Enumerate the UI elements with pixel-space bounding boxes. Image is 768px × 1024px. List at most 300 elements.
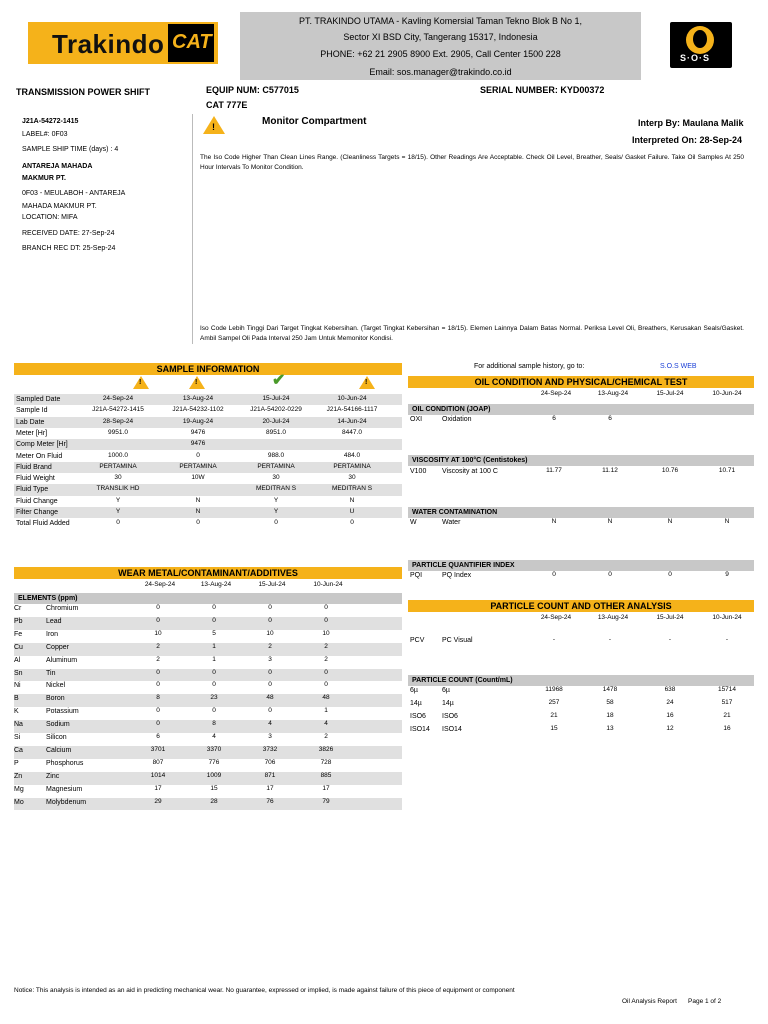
wear-row [14,798,402,811]
row-name: Sodium [46,721,70,729]
row-value: 638 [664,686,676,693]
sample-cell: 484.0 [343,451,361,459]
sample-cell: J21A-54166-1117 [326,406,378,414]
sample-row-label: Meter [Hr] [16,429,48,437]
row-code: Al [14,656,21,664]
row-code: Si [14,734,21,741]
particle-count-table [408,686,754,738]
row-code: 14µ [410,700,422,707]
date-header: 15-Jul-24 [656,390,684,397]
row-value: 0 [552,571,556,578]
wear-header [14,567,402,579]
row-value: 8 [156,694,160,702]
company-line-1: PT. TRAKINDO UTAMA - Kavling Komersial Taman Tekno Blok B No 1, [299,16,582,26]
sample-cell: TRANSLIK HD [96,485,140,493]
row-value: 11968 [545,686,563,693]
row-value: 517 [721,699,733,706]
brand-name: Trakindo [52,29,165,59]
row-value: 0 [268,707,272,715]
sample-row-label: Lab Date [16,418,45,426]
sample-cell: 9951.0 [108,428,128,436]
history-note: For additional sample history, go to: [474,363,585,370]
row-value: - [668,636,672,643]
wear-row [14,694,402,707]
row-code: PCV [410,637,425,644]
row-value: 3732 [262,745,278,753]
check-icon: ✔ [272,372,286,389]
wear-row [14,617,402,630]
company-line-2: Sector XI BSD City, Tangerang 15317, Indonesia [343,32,538,42]
sample-cell: J21A-54202-0229 [250,406,302,414]
wear-row [14,656,402,669]
received-date: RECEIVED DATE: 27-Sep-24 [22,230,115,237]
warning-mark: ! [139,379,142,386]
row-code: Cu [14,643,23,651]
sample-cell: Y [273,508,279,515]
oil-condition-header [408,376,754,388]
row-value: 4 [268,720,272,728]
row-value: 257 [548,699,560,706]
wear-row [14,669,402,682]
row-name: Tin [46,669,56,677]
wear-row [14,772,402,785]
date-header: 15-Jul-24 [656,614,684,621]
row-name: Boron [46,695,65,703]
row-value: 11.77 [546,467,562,474]
sos-logo-text: S·O·S [680,53,711,63]
sample-cell: PERTAMINA [333,462,371,470]
pc-visual-row [408,636,754,648]
date-header: 13-Aug-24 [597,614,629,621]
row-value: 76 [266,797,274,805]
row-name: ISO6 [442,713,458,720]
sample-row-label: Sample Id [16,407,48,415]
row-value: 0 [268,616,272,624]
row-value: 10 [266,629,274,637]
row-value: 0 [268,681,272,689]
sample-cell: 9476 [190,428,206,436]
particle-row [408,699,754,711]
row-value: 0 [268,668,272,676]
row-value: 21 [723,712,731,719]
row-value: - [725,636,729,643]
sample-row-label: Meter On Fluid [16,452,63,460]
row-value: 871 [264,771,276,779]
pqi-subtitle: PARTICLE QUANTIFIER INDEX [412,562,515,569]
wear-row [14,733,402,746]
footer-report: Oil Analysis Report [622,998,677,1005]
status-label: Monitor Compartment [262,116,367,127]
row-name: Phosphorus [46,759,84,767]
row-value: N [551,518,557,525]
sample-cell: U [349,508,355,515]
warning-mark: ! [195,379,198,386]
row-value: 807 [152,758,164,766]
row-value: N [667,518,673,525]
oxidation-row [408,415,754,427]
sample-cell: 13-Aug-24 [182,395,214,402]
warning-mark: ! [365,379,368,386]
sample-cell: 0 [196,451,200,459]
date-header: 13-Aug-24 [200,581,232,588]
row-name: Copper [46,643,69,651]
sample-cell: 30 [348,474,356,482]
particle-row [408,712,754,724]
row-name: ISO14 [442,726,462,733]
row-value: 6 [156,733,160,740]
row-value: 10 [322,629,330,637]
sample-cell: Y [115,496,121,504]
row-value: 17 [266,784,274,792]
sample-cell: N [195,508,201,515]
comment-indonesian: Iso Code Lebih Tinggi Dari Target Tingkat Kebersihan. (Target Tingkat Kebersihan = 18/15). Elemen Lainnya Dalam Batas Normal. Periksa Level Oli, Breathers, Kerusakan Seals/Gasket. Ambil Sampel Oli Pada Interval 250 Jam Untuk Memonitor Kondisi. [200,325,744,342]
sample-cell: PERTAMINA [99,462,137,470]
row-name: Nickel [46,682,66,690]
water-subheader [408,507,754,518]
sample-cell: 14-Jun-24 [337,417,367,425]
sample-info-table [14,394,402,534]
sample-cell: J21A-54232-1102 [172,406,224,414]
warning-mark: ! [212,122,215,132]
oil-condition-subtitle: OIL CONDITION (JOAP) [412,406,491,413]
viscosity-row [408,467,754,479]
row-value: 24 [666,699,674,706]
sample-info-header [14,363,402,375]
row-value: 13 [606,725,614,732]
row-code: Sn [14,669,23,677]
row-value: 3 [268,655,272,663]
company-line-4: Email: sos.manager@trakindo.co.id [369,67,512,77]
footer-notice: Notice: This analysis is intended as an aid in predicting mechanical wear. No guarantee, expressed or implied, is made against failure of this piece of equipment or component [14,987,515,994]
row-value: 0 [324,604,328,611]
sample-info-title: SAMPLE INFORMATION [156,364,260,374]
sample-row-label: Filter Change [16,509,59,516]
sample-cell: 0 [196,519,200,527]
wear-row [14,681,402,694]
sample-cell: 15-Jul-24 [262,395,290,402]
elements-subheader [14,593,402,604]
row-value: 0 [668,571,672,578]
interp-by: Interp By: Maulana Malik [638,118,744,128]
sample-cell: 19-Aug-24 [182,417,214,425]
row-name: Water [442,519,461,526]
row-name: Molybdenum [46,798,87,806]
row-value: 0 [324,681,328,689]
sample-cell: J21A-54272-1415 [92,406,144,414]
wear-row [14,785,402,798]
viscosity-subheader [408,455,754,466]
row-value: 16 [666,712,674,719]
interpreted-on: Interpreted On: 28-Sep-24 [632,135,743,145]
particle-dates-row [408,614,754,624]
row-name: 6µ [442,687,450,694]
row-code: Cr [14,605,22,612]
wear-row [14,604,402,617]
sample-cell: 10W [191,474,205,482]
wear-dates-row [14,581,402,591]
sample-cell: N [349,496,355,504]
row-value: 0 [608,571,612,578]
row-value: 1 [324,707,328,715]
equip-num: EQUIP NUM: C577015 [206,85,299,95]
sample-cell: 0 [350,519,354,527]
row-name: Calcium [46,746,72,754]
row-code: Ca [14,746,23,754]
row-value: 3826 [318,745,334,753]
particle-header [408,600,754,612]
row-value: 4 [212,733,216,740]
row-value: 885 [320,771,332,779]
row-value: 58 [606,699,614,706]
pqi-subheader [408,560,754,571]
row-value: 5 [212,629,216,637]
divider [192,114,193,344]
sample-cell: PERTAMINA [179,462,217,470]
oil-dates-row [408,390,754,400]
row-name: Silicon [46,734,67,741]
wear-row [14,759,402,772]
particle-row [408,686,754,698]
row-code: Mo [14,798,24,806]
row-value: 4 [324,720,328,728]
row-value: 2 [156,642,160,650]
row-name: Chromium [46,605,79,612]
sample-cell: MEDITRAN S [255,485,297,493]
company-header [240,12,641,80]
date-header: 24-Sep-24 [540,390,572,397]
row-value: 16 [723,725,731,732]
row-name: Magnesium [46,785,83,793]
row-value: 0 [156,604,160,611]
row-value: 3370 [206,745,222,753]
particle-count-subheader [408,675,754,686]
date-header: 15-Jul-24 [258,581,286,588]
elements-subtitle: ELEMENTS (ppm) [18,595,78,602]
row-value: 3 [268,733,272,740]
sample-cell: 28-Sep-24 [102,417,134,425]
site-name: 0F03 - MEULABOH - ANTAREJA MAHADA MAKMUR PT. [22,190,125,210]
sample-cell: 30 [272,474,280,482]
row-value: 12 [666,725,674,732]
row-value: 48 [266,694,274,702]
customer-name: ANTAREJA MAHADA MAKMUR PT. [22,163,93,182]
row-value: 23 [210,694,218,702]
row-value: 0 [268,604,272,611]
row-value: 8 [212,720,216,728]
sample-row-label: Total Fluid Added [16,520,70,528]
sample-cell: 24-Sep-24 [102,395,134,402]
row-value: 1014 [150,771,166,779]
sample-cell: 8951.0 [266,428,286,436]
sample-cell: 0 [274,519,278,527]
location: LOCATION: MIFA [22,214,78,221]
row-name: Potassium [46,708,79,716]
row-code: W [410,519,417,526]
row-value: 0 [156,668,160,676]
row-value: 15714 [717,686,737,693]
row-code: PQI [410,572,423,579]
sample-cell: 30 [114,474,122,482]
sample-row-label: Fluid Brand [16,463,52,471]
sample-row-label: Fluid Change [16,497,58,505]
row-value: 0 [212,681,216,689]
sample-row-label: Fluid Weight [16,475,55,483]
row-code: ISO6 [410,713,426,720]
row-name: PQ Index [442,572,472,579]
sample-cell: 1000.0 [108,451,128,459]
row-name: PC Visual [442,637,473,644]
row-value: 1 [212,642,216,650]
row-name: Aluminum [46,656,78,664]
water-row [408,518,754,530]
row-value: 776 [208,758,220,766]
footer-page: Page 1 of 2 [688,998,722,1005]
row-code: 6µ [410,687,418,694]
row-name: Iron [46,630,59,638]
sample-cell: 9476 [190,440,206,448]
wear-row [14,643,402,656]
date-header: 24-Sep-24 [144,581,176,588]
row-code: K [14,708,19,716]
wear-row [14,630,402,643]
row-code: Fe [14,630,23,638]
row-name: Zinc [46,772,60,780]
row-value: 15 [550,725,558,732]
comment-english: The Iso Code Higher Than Clean Lines Range. (Cleanliness Targets = 18/15). Other Readings Are Acceptable. Check Oil Level, Breather, Seals/ Gasket Failure. Take Oil Samples At 250 Hour Intervals To Monitor Condition. [200,154,744,171]
row-value: 10.76 [661,467,679,474]
sample-cell: 20-Jul-24 [262,417,290,425]
row-value: 3701 [150,745,166,753]
sample-row-label: Comp Meter [Hr] [16,441,68,449]
row-code: OXI [410,416,423,423]
date-header: 24-Sep-24 [540,614,572,621]
cat-text: CAT [172,31,212,53]
oil-drop-icon [693,30,707,48]
row-value: 48 [322,694,330,702]
row-value: 10.71 [718,467,736,474]
row-code: Mg [14,785,24,793]
sample-cell: 988.0 [267,451,285,459]
sample-cell: 0 [116,519,120,527]
sample-cell: PERTAMINA [257,462,295,470]
row-value: N [607,518,613,525]
equip-model: CAT 777E [206,100,248,110]
sample-cell: 10-Jun-24 [337,395,367,402]
row-value: 0 [212,668,216,676]
row-name: Viscosity at 100 C [442,468,498,475]
row-value: 0 [156,707,160,715]
wear-title: WEAR METAL/CONTAMINANT/ADDITIVES [118,568,298,578]
row-value: 1009 [206,771,222,779]
row-value: 21 [550,712,558,719]
water-subtitle: WATER CONTAMINATION [412,509,498,516]
wear-row [14,720,402,733]
row-value: 1 [212,655,216,663]
company-line-3: PHONE: +62 21 2905 8900 Ext. 2905, Call Center 1500 228 [320,49,561,59]
row-value: 18 [606,712,614,719]
row-value: 706 [264,758,276,766]
row-name: 14µ [442,700,454,707]
row-code: B [14,695,19,703]
row-value: 6 [552,415,556,422]
row-value: 17 [322,784,330,792]
row-value: 2 [324,733,328,740]
row-value: 2 [156,655,160,663]
row-value: 79 [322,797,330,805]
row-code: Na [14,721,23,729]
wear-table [14,604,402,810]
sample-id: J21A-54272-1415 [22,118,79,125]
row-value: 0 [324,668,328,676]
ship-time: SAMPLE SHIP TIME (days) : 4 [22,146,119,153]
row-value: 15 [210,784,218,792]
oil-condition-title: OIL CONDITION AND PHYSICAL/CHEMICAL TEST [474,377,688,387]
date-header: 10-Jun-24 [313,581,343,588]
row-value: 0 [324,616,328,624]
wear-row [14,707,402,720]
row-value: 17 [154,784,162,792]
particle-title: PARTICLE COUNT AND OTHER ANALYSIS [490,601,672,611]
row-value: 29 [154,797,162,805]
row-value: 2 [324,642,328,650]
row-value: 728 [320,758,332,766]
row-value: N [724,518,730,525]
row-value: 0 [212,604,216,611]
row-value: 11.12 [602,467,618,474]
row-value: 10 [154,629,162,637]
row-value: 9 [725,571,729,578]
particle-count-subtitle: PARTICLE COUNT (Count/mL) [412,677,513,684]
sample-cell: N [195,496,201,504]
row-value: 0 [212,616,216,624]
row-code: Ni [14,682,21,690]
row-value: - [608,636,612,643]
label-number: LABEL#: 0F03 [22,131,68,138]
row-code: P [14,759,19,767]
row-code: ISO14 [410,726,430,733]
component-name: TRANSMISSION POWER SHIFT [16,87,151,97]
sample-cell: 8447.0 [342,428,362,436]
sample-cell: Y [115,508,121,515]
row-code: V100 [410,468,427,475]
row-name: Oxidation [442,416,472,423]
wear-row [14,746,402,759]
row-value: 0 [212,707,216,715]
serial-number: SERIAL NUMBER: KYD00372 [480,85,605,95]
sos-web-link[interactable]: S.O.S WEB [660,363,697,370]
sample-cell: MEDITRAN S [331,485,373,493]
branch-rec-date: BRANCH REC DT: 25-Sep-24 [22,245,116,252]
oil-condition-subheader [408,404,754,415]
sample-row-label: Sampled Date [16,396,61,403]
row-value: 0 [156,720,160,728]
row-code: Zn [14,772,23,780]
row-value: - [552,636,556,643]
row-value: 0 [156,616,160,624]
row-value: 2 [268,642,272,650]
row-value: 0 [156,681,160,689]
date-header: 10-Jun-24 [712,614,742,621]
particle-row [408,725,754,737]
row-value: 2 [324,655,328,663]
sample-row-label: Fluid Type [16,486,49,494]
row-name: Lead [46,617,62,625]
row-value: 6 [608,415,612,422]
date-header: 10-Jun-24 [712,390,742,397]
viscosity-subtitle: VISCOSITY AT 100°C (Centistokes) [412,457,528,464]
date-header: 13-Aug-24 [597,390,629,397]
row-value: 28 [210,797,218,805]
